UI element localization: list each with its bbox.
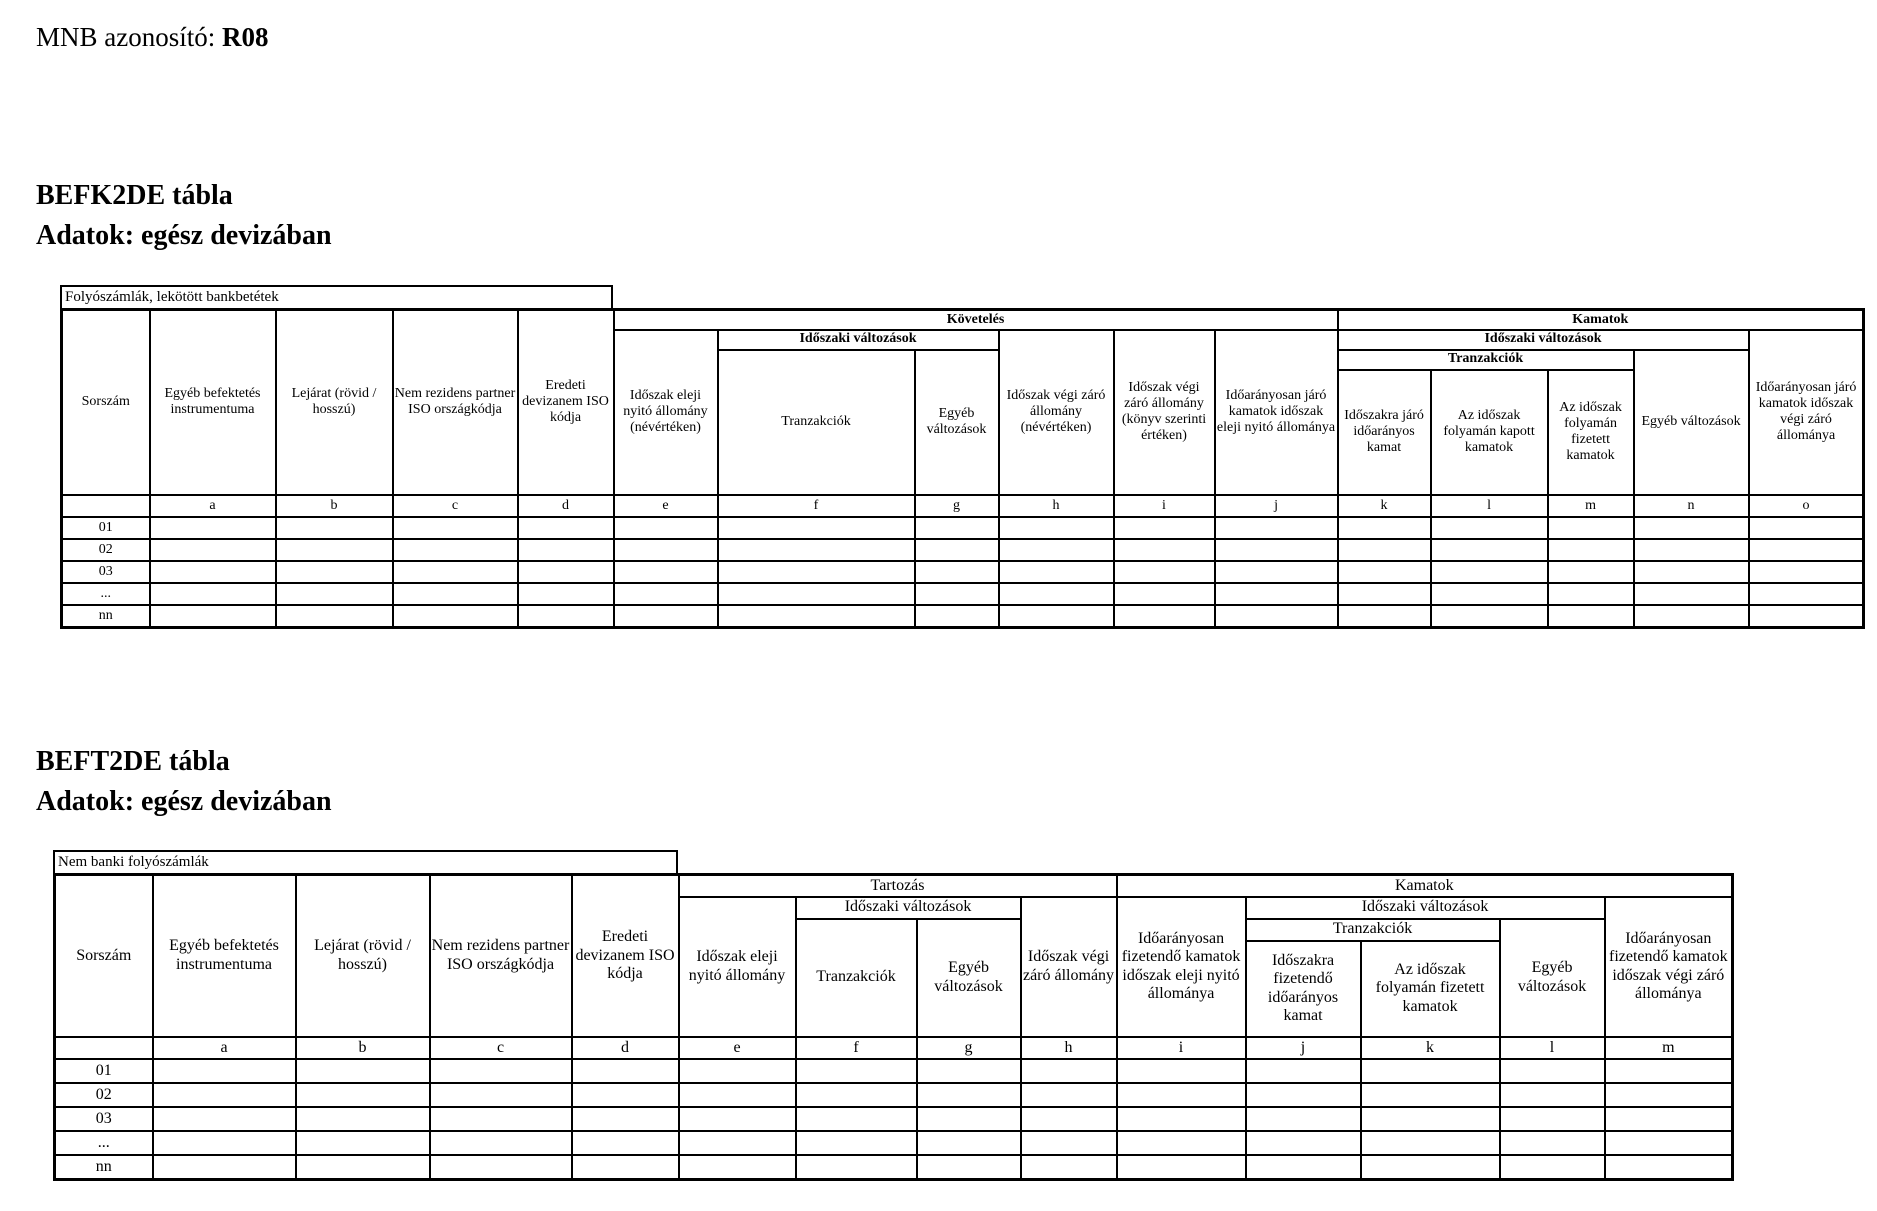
data-cell[interactable] xyxy=(1605,1059,1733,1083)
column-letter: k xyxy=(1361,1037,1500,1059)
data-cell[interactable] xyxy=(393,517,518,539)
data-cell[interactable] xyxy=(796,1083,917,1107)
column-letter: h xyxy=(1021,1037,1117,1059)
header-fizetendo-kamat: Időszakra fizetendő időarányos kamat xyxy=(1246,941,1361,1037)
data-cell[interactable] xyxy=(718,539,915,561)
subgroup-idoszaki-valtozasok: Időszaki változások xyxy=(796,897,1021,919)
data-cell[interactable] xyxy=(1021,1107,1117,1131)
data-cell[interactable] xyxy=(718,517,915,539)
data-cell[interactable] xyxy=(917,1059,1021,1083)
data-cell[interactable] xyxy=(150,561,276,583)
data-cell[interactable] xyxy=(614,605,718,628)
data-cell[interactable] xyxy=(1634,583,1749,605)
header-zaro-konyv: Időszak végi záró állomány (könyv szerinti értéken) xyxy=(1114,330,1215,495)
data-cell[interactable] xyxy=(796,1131,917,1155)
data-cell[interactable] xyxy=(915,517,999,539)
data-cell[interactable] xyxy=(1548,539,1634,561)
data-cell[interactable] xyxy=(1431,605,1548,628)
column-letter: k xyxy=(1338,495,1431,517)
data-cell[interactable] xyxy=(1500,1107,1605,1131)
table1-subtitle: Adatok: egész devizában xyxy=(36,220,332,251)
header-kapott-kamatok: Az időszak folyamán kapott kamatok xyxy=(1431,370,1548,495)
data-cell[interactable] xyxy=(917,1155,1021,1180)
data-cell[interactable] xyxy=(1117,1155,1246,1180)
data-cell[interactable] xyxy=(1246,1107,1361,1131)
header-tranzakciok: Tranzakciók xyxy=(718,350,915,495)
header-kamat-egyeb: Egyéb változások xyxy=(1634,350,1749,495)
header-partner-orszagkod: Nem rezidens partner ISO országkódja xyxy=(430,875,572,1037)
data-cell[interactable] xyxy=(1605,1083,1733,1107)
data-cell[interactable] xyxy=(572,1131,679,1155)
header-fizetett-kamatok: Az időszak folyamán fizetett kamatok xyxy=(1361,941,1500,1037)
column-letter: c xyxy=(393,495,518,517)
data-cell[interactable] xyxy=(1246,1059,1361,1083)
subgroup-tranzakciok: Tranzakciók xyxy=(1246,919,1500,941)
subgroup-tranzakciok: Tranzakciók xyxy=(1338,350,1634,370)
column-letter: e xyxy=(679,1037,796,1059)
data-cell[interactable] xyxy=(796,1059,917,1083)
data-cell[interactable] xyxy=(1246,1083,1361,1107)
data-cell[interactable] xyxy=(1246,1155,1361,1180)
mnb-label: MNB azonosító: xyxy=(36,22,216,52)
column-letter xyxy=(55,1037,153,1059)
data-cell[interactable] xyxy=(296,1083,430,1107)
column-letter xyxy=(62,495,150,517)
data-cell[interactable] xyxy=(1634,605,1749,628)
data-cell[interactable] xyxy=(718,583,915,605)
data-cell[interactable] xyxy=(296,1131,430,1155)
header-lejarat: Lejárat (rövid / hosszú) xyxy=(276,310,393,495)
column-letter: e xyxy=(614,495,718,517)
header-kamat-zaro: Időarányosan fizetendő kamatok időszak végi záró állománya xyxy=(1605,897,1733,1037)
table-row xyxy=(62,539,1864,561)
data-cell[interactable] xyxy=(1338,583,1431,605)
data-cell[interactable] xyxy=(518,583,614,605)
data-cell[interactable] xyxy=(679,1083,796,1107)
data-cell[interactable] xyxy=(572,1155,679,1180)
mnb-id: R08 xyxy=(222,22,269,52)
table-row xyxy=(62,583,1864,605)
header-kamat-egyeb: Egyéb változások xyxy=(1500,919,1605,1037)
data-cell[interactable] xyxy=(1021,1131,1117,1155)
data-cell[interactable] xyxy=(276,561,393,583)
header-nyito-allomany: Időszak eleji nyitó állomány xyxy=(679,897,796,1037)
header-partner-orszagkod: Nem rezidens partner ISO országkódja xyxy=(393,310,518,495)
data-cell[interactable] xyxy=(679,1131,796,1155)
data-cell[interactable] xyxy=(1605,1107,1733,1131)
table1-data-rows xyxy=(62,517,1864,628)
data-cell[interactable] xyxy=(1114,517,1215,539)
column-letter: c xyxy=(430,1037,572,1059)
data-cell[interactable] xyxy=(1548,583,1634,605)
header-lejarat: Lejárat (rövid / hosszú) xyxy=(296,875,430,1037)
row-number: nn xyxy=(62,605,150,628)
column-letter-row xyxy=(55,1037,1733,1059)
table2-subtitle: Adatok: egész devizában xyxy=(36,786,332,817)
data-cell[interactable] xyxy=(999,517,1114,539)
data-cell[interactable] xyxy=(393,561,518,583)
column-letter: m xyxy=(1605,1037,1733,1059)
data-cell[interactable] xyxy=(1548,561,1634,583)
data-cell[interactable] xyxy=(1361,1131,1500,1155)
column-letter: l xyxy=(1500,1037,1605,1059)
data-cell[interactable] xyxy=(679,1155,796,1180)
data-cell[interactable] xyxy=(1500,1059,1605,1083)
data-cell[interactable] xyxy=(1338,539,1431,561)
data-cell[interactable] xyxy=(1117,1131,1246,1155)
data-cell[interactable] xyxy=(150,583,276,605)
table2-caption: Nem banki folyószámlák xyxy=(53,850,678,875)
data-cell[interactable] xyxy=(393,583,518,605)
data-cell[interactable] xyxy=(1338,561,1431,583)
data-cell[interactable] xyxy=(1749,561,1864,583)
column-letter: b xyxy=(276,495,393,517)
data-cell[interactable] xyxy=(276,583,393,605)
column-letter: f xyxy=(796,1037,917,1059)
data-cell[interactable] xyxy=(917,1131,1021,1155)
data-cell[interactable] xyxy=(1114,583,1215,605)
header-jaro-kamat: Időszakra járó időarányos kamat xyxy=(1338,370,1431,495)
data-cell[interactable] xyxy=(999,583,1114,605)
header-sorszam: Sorszám xyxy=(62,310,150,495)
beft2de-table xyxy=(53,873,1734,1181)
data-cell[interactable] xyxy=(614,583,718,605)
data-cell[interactable] xyxy=(153,1155,296,1180)
header-egyeb-valtozasok: Egyéb változások xyxy=(917,919,1021,1037)
column-letter: m xyxy=(1548,495,1634,517)
table-row xyxy=(55,1059,1733,1083)
data-cell[interactable] xyxy=(393,539,518,561)
data-cell[interactable] xyxy=(1634,561,1749,583)
header-egyeb-valtozasok: Egyéb változások xyxy=(915,350,999,495)
column-letter: h xyxy=(999,495,1114,517)
group-tartozas: Tartozás xyxy=(679,875,1117,897)
table1-title: BEFK2DE tábla xyxy=(36,180,233,211)
data-cell[interactable] xyxy=(718,605,915,628)
data-cell[interactable] xyxy=(1021,1059,1117,1083)
table-row xyxy=(62,561,1864,583)
data-cell[interactable] xyxy=(679,1107,796,1131)
data-cell[interactable] xyxy=(1361,1107,1500,1131)
column-letter: a xyxy=(153,1037,296,1059)
data-cell[interactable] xyxy=(917,1083,1021,1107)
data-cell[interactable] xyxy=(1338,517,1431,539)
data-cell[interactable] xyxy=(1117,1059,1246,1083)
table-row xyxy=(62,517,1864,539)
column-letter: i xyxy=(1114,495,1215,517)
data-cell[interactable] xyxy=(393,605,518,628)
data-cell[interactable] xyxy=(1500,1155,1605,1180)
data-cell[interactable] xyxy=(1500,1083,1605,1107)
data-cell[interactable] xyxy=(1431,561,1548,583)
row-number: 03 xyxy=(55,1107,153,1131)
data-cell[interactable] xyxy=(796,1155,917,1180)
header-fizetett-kamatok: Az időszak folyamán fizetett kamatok xyxy=(1548,370,1634,495)
table-row xyxy=(55,1083,1733,1107)
data-cell[interactable] xyxy=(1114,605,1215,628)
header-egyeb-instrumentum: Egyéb befektetés instrumentuma xyxy=(153,875,296,1037)
data-cell[interactable] xyxy=(1548,605,1634,628)
row-number: ... xyxy=(55,1131,153,1155)
table-row xyxy=(55,1107,1733,1131)
table1-heading xyxy=(36,176,332,256)
data-cell[interactable] xyxy=(572,1059,679,1083)
data-cell[interactable] xyxy=(1114,561,1215,583)
header-kamat-nyito: Időarányosan fizetendő kamatok időszak eleji nyitó állománya xyxy=(1117,897,1246,1037)
data-cell[interactable] xyxy=(572,1083,679,1107)
data-cell[interactable] xyxy=(1749,605,1864,628)
data-cell[interactable] xyxy=(1117,1083,1246,1107)
header-kamat-zaro: Időarányosan járó kamatok időszak végi záró állománya xyxy=(1749,330,1864,495)
group-kamatok: Kamatok xyxy=(1338,310,1864,330)
data-cell[interactable] xyxy=(679,1059,796,1083)
row-number: ... xyxy=(62,583,150,605)
data-cell[interactable] xyxy=(153,1131,296,1155)
table2-heading xyxy=(36,742,332,822)
header-sorszam: Sorszám xyxy=(55,875,153,1037)
table-row xyxy=(55,1155,1733,1180)
row-number: 03 xyxy=(62,561,150,583)
row-number: 01 xyxy=(55,1059,153,1083)
data-cell[interactable] xyxy=(915,605,999,628)
data-cell[interactable] xyxy=(276,517,393,539)
data-cell[interactable] xyxy=(915,583,999,605)
data-cell[interactable] xyxy=(1605,1131,1733,1155)
data-cell[interactable] xyxy=(1431,583,1548,605)
data-cell[interactable] xyxy=(1338,605,1431,628)
data-cell[interactable] xyxy=(276,539,393,561)
column-letter: n xyxy=(1634,495,1749,517)
column-letter: d xyxy=(572,1037,679,1059)
data-cell[interactable] xyxy=(614,517,718,539)
data-cell[interactable] xyxy=(153,1059,296,1083)
data-cell[interactable] xyxy=(917,1107,1021,1131)
data-cell[interactable] xyxy=(1361,1155,1500,1180)
header-tranzakciok: Tranzakciók xyxy=(796,919,917,1037)
column-letter: f xyxy=(718,495,915,517)
table1-caption: Folyószámlák, lekötött bankbetétek xyxy=(60,285,613,310)
header-kamat-nyito: Időarányosan járó kamatok időszak eleji nyitó állománya xyxy=(1215,330,1338,495)
data-cell[interactable] xyxy=(518,605,614,628)
data-cell[interactable] xyxy=(1021,1083,1117,1107)
data-cell[interactable] xyxy=(796,1107,917,1131)
row-number: 02 xyxy=(62,539,150,561)
column-letter: a xyxy=(150,495,276,517)
data-cell[interactable] xyxy=(1215,605,1338,628)
data-cell[interactable] xyxy=(915,561,999,583)
data-cell[interactable] xyxy=(718,561,915,583)
data-cell[interactable] xyxy=(999,605,1114,628)
data-cell[interactable] xyxy=(915,539,999,561)
header-nyito-allomany: Időszak eleji nyitó állomány (névértéken) xyxy=(614,330,718,495)
data-cell[interactable] xyxy=(1114,539,1215,561)
data-cell[interactable] xyxy=(1500,1131,1605,1155)
column-letter: o xyxy=(1749,495,1864,517)
table-row xyxy=(62,605,1864,628)
data-cell[interactable] xyxy=(296,1059,430,1083)
data-cell[interactable] xyxy=(1634,517,1749,539)
data-cell[interactable] xyxy=(150,605,276,628)
data-cell[interactable] xyxy=(1634,539,1749,561)
column-letter: l xyxy=(1431,495,1548,517)
data-cell[interactable] xyxy=(518,539,614,561)
header-zaro-allomany: Időszak végi záró állomány xyxy=(1021,897,1117,1037)
column-letter: g xyxy=(915,495,999,517)
subgroup-kamat-idoszaki: Időszaki változások xyxy=(1246,897,1605,919)
table2-data-rows xyxy=(55,1059,1733,1180)
subgroup-idoszaki-valtozasok: Időszaki változások xyxy=(718,330,999,350)
data-cell[interactable] xyxy=(150,517,276,539)
data-cell[interactable] xyxy=(1431,539,1548,561)
data-cell[interactable] xyxy=(1548,517,1634,539)
data-cell[interactable] xyxy=(153,1083,296,1107)
data-cell[interactable] xyxy=(518,561,614,583)
header-zaro-nevertek: Időszak végi záró állomány (névértéken) xyxy=(999,330,1114,495)
data-cell[interactable] xyxy=(614,539,718,561)
header-egyeb-instrumentum: Egyéb befektetés instrumentuma xyxy=(150,310,276,495)
mnb-identifier xyxy=(36,22,269,53)
data-cell[interactable] xyxy=(1361,1083,1500,1107)
row-number: nn xyxy=(55,1155,153,1180)
column-letter: j xyxy=(1215,495,1338,517)
column-letter: d xyxy=(518,495,614,517)
data-cell[interactable] xyxy=(572,1107,679,1131)
data-cell[interactable] xyxy=(614,561,718,583)
data-cell[interactable] xyxy=(1361,1059,1500,1083)
data-cell[interactable] xyxy=(1215,517,1338,539)
data-cell[interactable] xyxy=(430,1059,572,1083)
data-cell[interactable] xyxy=(430,1107,572,1131)
data-cell[interactable] xyxy=(1246,1131,1361,1155)
data-cell[interactable] xyxy=(1117,1107,1246,1131)
row-number: 01 xyxy=(62,517,150,539)
data-cell[interactable] xyxy=(296,1107,430,1131)
header-devizanem: Eredeti devizanem ISO kódja xyxy=(572,875,679,1037)
data-cell[interactable] xyxy=(430,1083,572,1107)
column-letter: i xyxy=(1117,1037,1246,1059)
group-kamatok: Kamatok xyxy=(1117,875,1733,897)
data-cell[interactable] xyxy=(1749,539,1864,561)
column-letter: b xyxy=(296,1037,430,1059)
data-cell[interactable] xyxy=(1749,517,1864,539)
data-cell[interactable] xyxy=(153,1107,296,1131)
data-cell[interactable] xyxy=(276,605,393,628)
data-cell[interactable] xyxy=(1749,583,1864,605)
data-cell[interactable] xyxy=(1215,539,1338,561)
row-number: 02 xyxy=(55,1083,153,1107)
data-cell[interactable] xyxy=(1215,561,1338,583)
data-cell[interactable] xyxy=(430,1155,572,1180)
data-cell[interactable] xyxy=(518,517,614,539)
table2-title: BEFT2DE tábla xyxy=(36,746,230,777)
data-cell[interactable] xyxy=(430,1131,572,1155)
column-letter: g xyxy=(917,1037,1021,1059)
subgroup-kamat-idoszaki: Időszaki változások xyxy=(1338,330,1749,350)
data-cell[interactable] xyxy=(1021,1155,1117,1180)
column-letter: j xyxy=(1246,1037,1361,1059)
data-cell[interactable] xyxy=(1605,1155,1733,1180)
data-cell[interactable] xyxy=(296,1155,430,1180)
table-row xyxy=(55,1131,1733,1155)
group-kovetel: Követelés xyxy=(614,310,1338,330)
header-devizanem: Eredeti devizanem ISO kódja xyxy=(518,310,614,495)
befk2de-table xyxy=(60,308,1865,629)
column-letter-row xyxy=(62,495,1864,517)
data-cell[interactable] xyxy=(999,539,1114,561)
data-cell[interactable] xyxy=(999,561,1114,583)
data-cell[interactable] xyxy=(1431,517,1548,539)
data-cell[interactable] xyxy=(150,539,276,561)
data-cell[interactable] xyxy=(1215,583,1338,605)
